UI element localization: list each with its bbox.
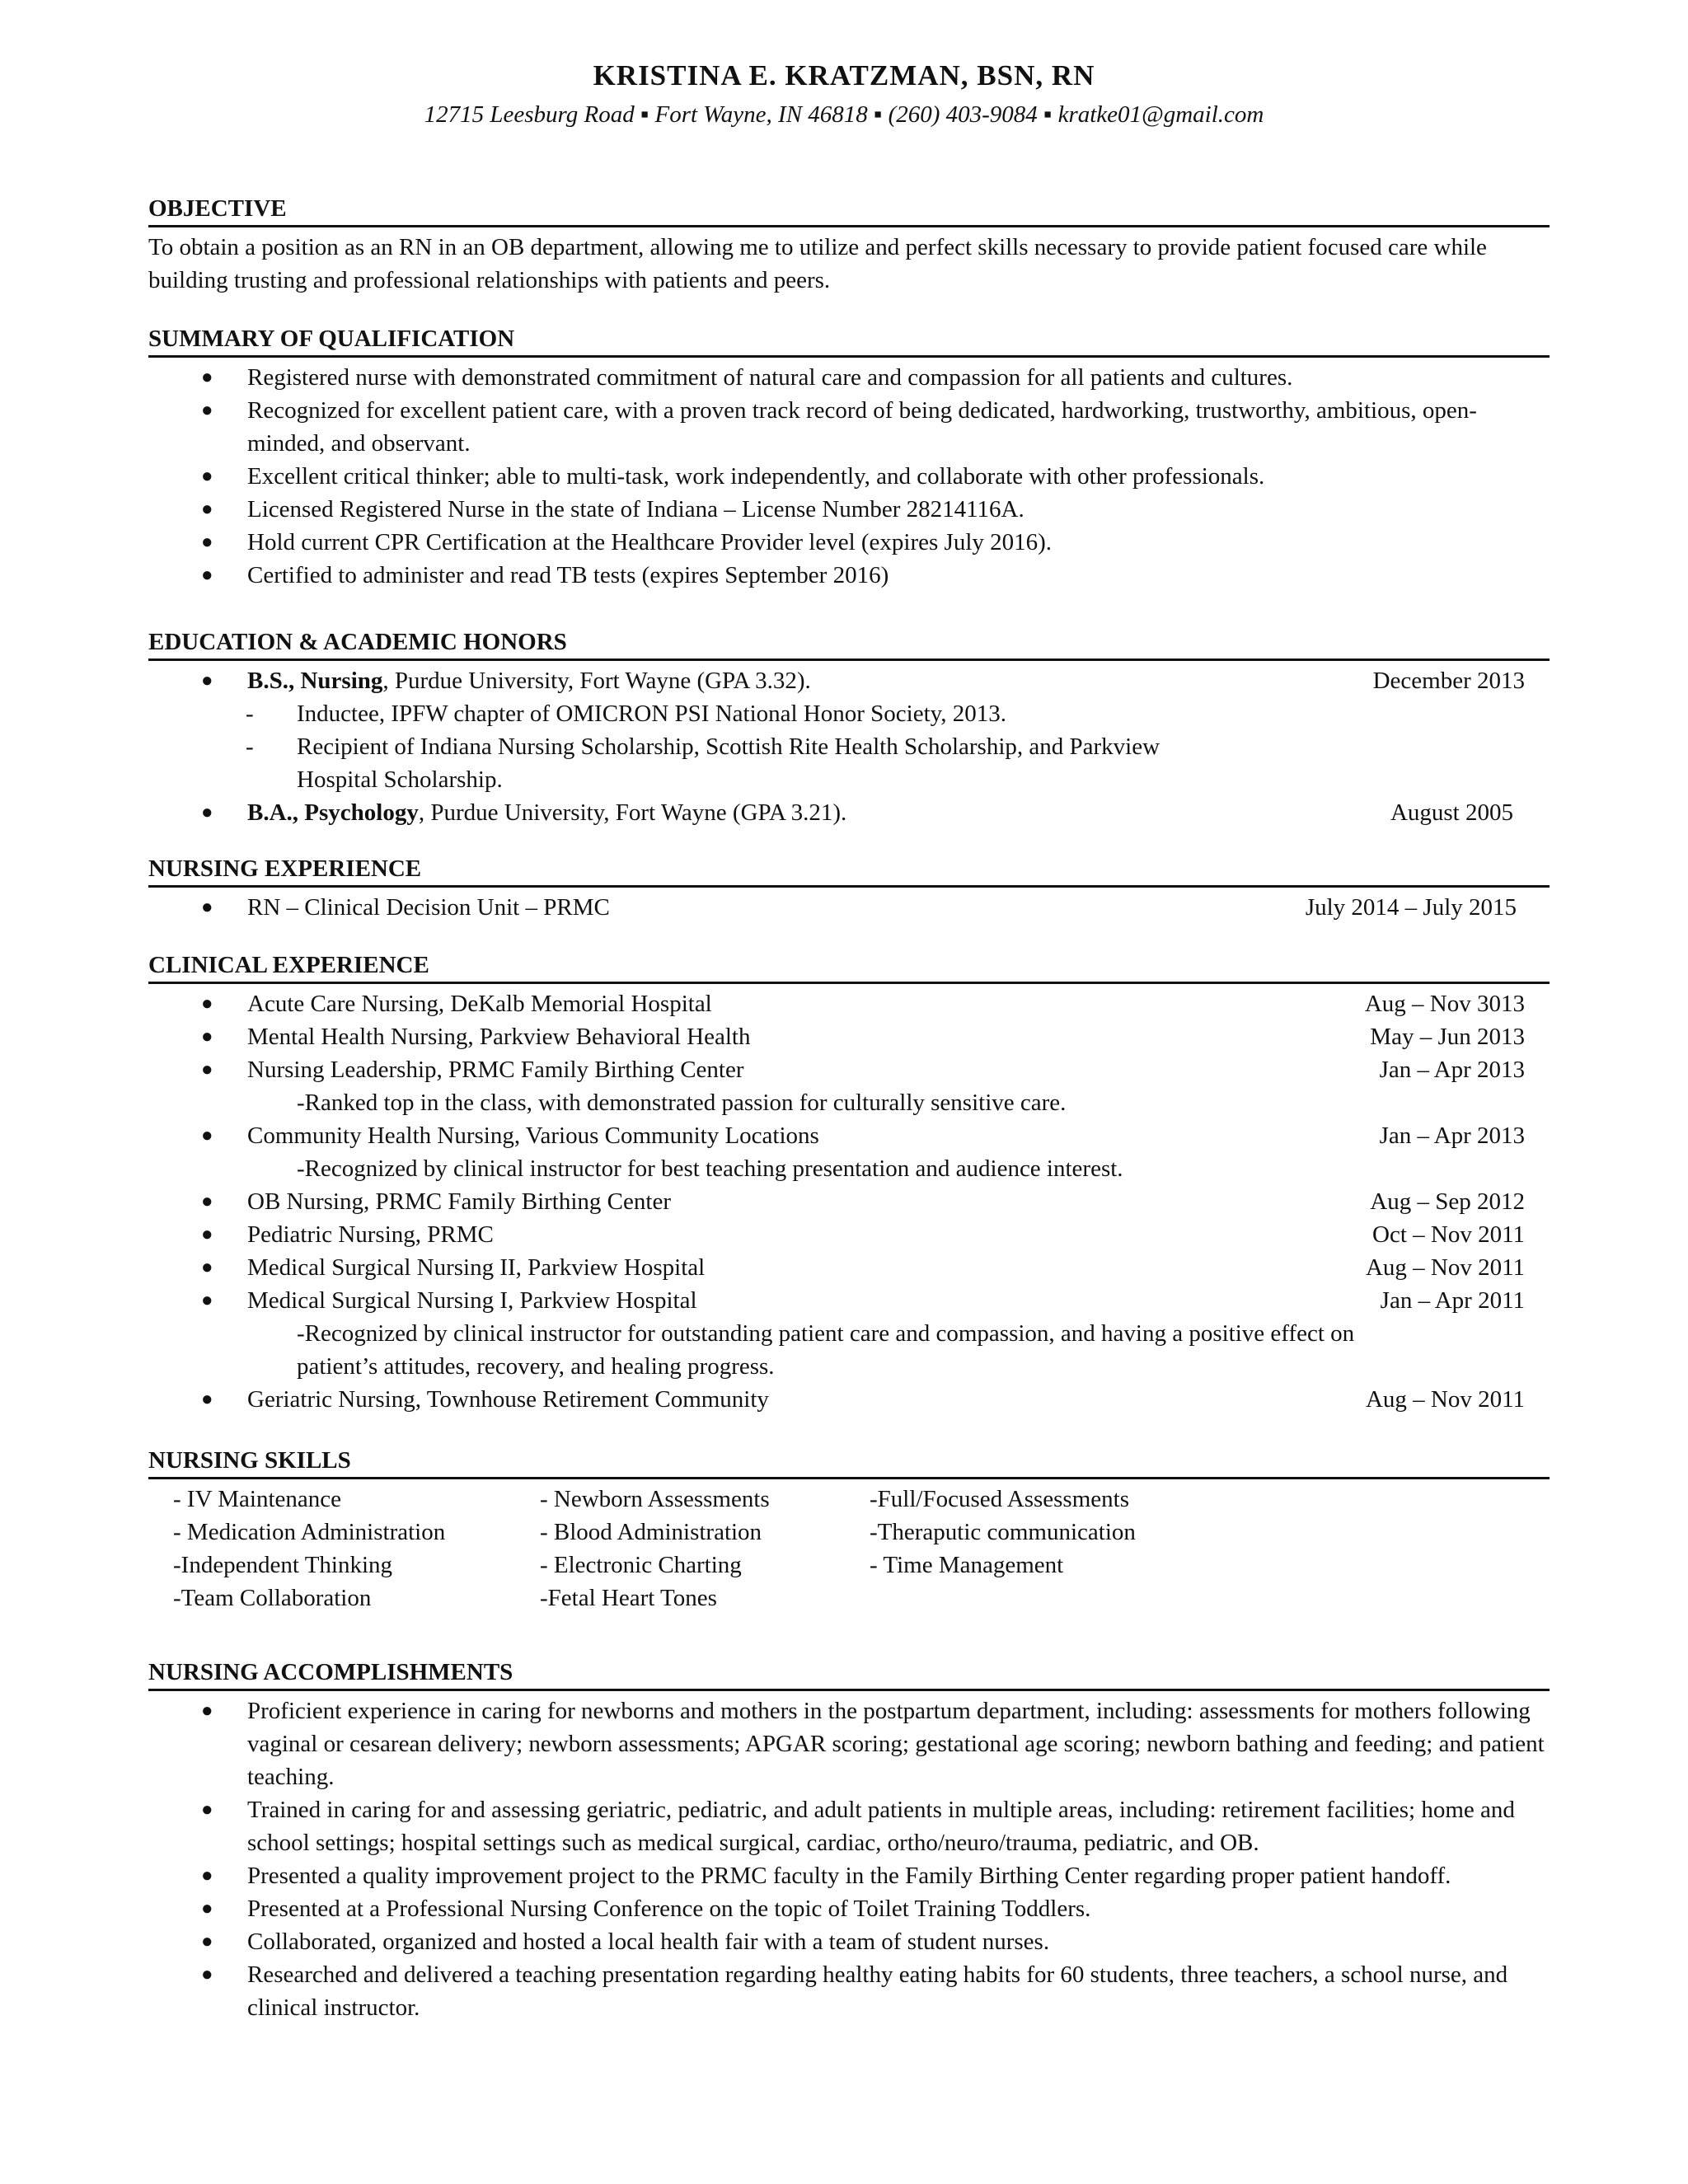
bullet-icon: ●	[201, 1026, 213, 1047]
bullet-icon: ●	[201, 993, 213, 1015]
bullet-icon: ●	[201, 670, 213, 691]
bullet-icon: ●	[201, 802, 213, 823]
list-item: ● Proficient experience in caring for newborns and mothers in the postpartum department, including: assessments for mothers following vaginal or cesarean delivery; newborn assessments; APGAR scoring; gestational age scoring; newborn bathing and feeding; and patient teaching.	[148, 1694, 1550, 1793]
bullet-icon: ●	[201, 1191, 213, 1212]
candidate-name: KRISTINA E. KRATZMAN, BSN, RN	[593, 59, 1095, 91]
skill-item: -Theraputic communication	[870, 1519, 1136, 1545]
clinical-row: ● Nursing Leadership, PRMC Family Birthing Center Jan – Apr 2013	[148, 1053, 1550, 1086]
clinical-date: Aug – Nov 2011	[1365, 1254, 1525, 1281]
list-item: ● Registered nurse with demonstrated commitment of natural care and compassion for all patients and cultures.	[148, 361, 1550, 394]
list-item: ● Researched and delivered a teaching presentation regarding healthy eating habits for 60 students, three teachers, a school nurse, and clinical instructor.	[148, 1958, 1550, 2024]
bullet-icon: ●	[201, 1700, 213, 1722]
degree-row: ● B.S., Nursing, Purdue University, Fort Wayne (GPA 3.32). December 2013	[148, 664, 1550, 697]
clinical-row: ● Mental Health Nursing, Parkview Behavioral Health May – Jun 2013	[148, 1020, 1550, 1053]
bullet-icon: ●	[201, 1799, 213, 1821]
list-item: ● Recognized for excellent patient care, with a proven track record of being dedicated, hardworking, trustworthy, ambitious, open-minded, and observant.	[148, 394, 1550, 460]
clinical-row: ● Geriatric Nursing, Townhouse Retirement Community Aug – Nov 2011	[148, 1383, 1550, 1416]
skills-section	[148, 1446, 1550, 1615]
honor-item: - Inductee, IPFW chapter of OMICRON PSI National Honor Society, 2013.	[246, 701, 1007, 727]
clinical-date: Aug – Sep 2012	[1370, 1188, 1525, 1215]
list-item: ● Collaborated, organized and hosted a local health fair with a team of student nurses.	[148, 1925, 1550, 1958]
clinical-note: -Recognized by clinical instructor for outstanding patient care and compassion, and having a positive effect on patient’s attitudes, recovery, and healing progress.	[297, 1320, 1355, 1380]
bullet-icon: ●	[201, 1389, 213, 1410]
summary-list	[148, 361, 1550, 592]
clinical-date: Jan – Apr 2011	[1380, 1287, 1525, 1314]
degree-date: August 2005	[1390, 799, 1513, 826]
bullet-icon: ●	[201, 1964, 213, 1985]
clinical-row: ● Medical Surgical Nursing II, Parkview Hospital Aug – Nov 2011	[148, 1251, 1550, 1284]
clinical-row: ● Medical Surgical Nursing I, Parkview Hospital Jan – Apr 2011	[148, 1284, 1550, 1317]
clinical-date: May – Jun 2013	[1370, 1024, 1525, 1050]
summary-section	[148, 325, 1550, 592]
bullet-icon: ●	[201, 1059, 213, 1080]
skill-item: - IV Maintenance	[173, 1486, 341, 1512]
clinical-note: -Ranked top in the class, with demonstrated passion for culturally sensitive care.	[297, 1090, 1067, 1116]
bullet-icon: ●	[201, 1290, 213, 1311]
clinical-date: Aug – Nov 2011	[1365, 1386, 1525, 1413]
skill-item: - Newborn Assessments	[540, 1486, 770, 1512]
skill-item: - Electronic Charting	[540, 1552, 742, 1578]
bullet-icon: ●	[201, 499, 213, 520]
bullet-icon: ●	[201, 466, 213, 487]
skill-item: -Full/Focused Assessments	[870, 1486, 1129, 1512]
clinical-note: -Recognized by clinical instructor for best teaching presentation and audience interest.	[297, 1155, 1123, 1182]
skill-item: - Medication Administration	[173, 1519, 446, 1545]
skill-item: - Blood Administration	[540, 1519, 762, 1545]
clinical-row: ● Pediatric Nursing, PRMC Oct – Nov 2011	[148, 1218, 1550, 1251]
section-heading-skills: NURSING SKILLS	[148, 1446, 1550, 1479]
list-item: ● Excellent critical thinker; able to multi-task, work independently, and collaborate with other professionals.	[148, 460, 1550, 493]
bullet-icon: ●	[201, 897, 213, 918]
degree-date: December 2013	[1372, 668, 1525, 694]
skill-item: -Fetal Heart Tones	[540, 1585, 717, 1611]
honor-item: - Recipient of Indiana Nursing Scholarship, Scottish Rite Health Scholarship, and Parkview Hospital Scholarship.	[246, 733, 1160, 793]
list-item: ● Presented at a Professional Nursing Conference on the topic of Toilet Training Toddlers.	[148, 1892, 1550, 1925]
skills-grid	[148, 1483, 1550, 1615]
clinical-row: ● OB Nursing, PRMC Family Birthing Center Aug – Sep 2012	[148, 1185, 1550, 1218]
clinical-row: ● Acute Care Nursing, DeKalb Memorial Hospital Aug – Nov 3013	[148, 987, 1550, 1020]
objective-text: To obtain a position as an RN in an OB department, allowing me to utilize and perfect skills necessary to provide patient focused care while building trusting and professional relationships with patients and peers.	[148, 234, 1487, 293]
clinical-date: Jan – Apr 2013	[1379, 1057, 1525, 1083]
list-item: ● Trained in caring for and assessing geriatric, pediatric, and adult patients in multiple areas, including: retirement facilities; home and school settings; hospital settings such as medical surgical, cardiac, ortho/neuro/trauma, pediatric, and OB.	[148, 1793, 1550, 1859]
clinical-date: Jan – Apr 2013	[1379, 1122, 1525, 1149]
bullet-icon: ●	[201, 1125, 213, 1146]
bullet-icon: ●	[201, 367, 213, 388]
degree-row: ● B.A., Psychology, Purdue University, Fort Wayne (GPA 3.21). August 2005	[148, 796, 1550, 829]
clinical-section	[148, 951, 1550, 1416]
section-heading-education: EDUCATION & ACADEMIC HONORS	[148, 628, 1550, 661]
bullet-icon: ●	[201, 565, 213, 586]
list-item: ● Hold current CPR Certification at the Healthcare Provider level (expires July 2016).	[148, 526, 1550, 559]
section-heading-objective: OBJECTIVE	[148, 194, 1550, 227]
skill-item: -Team Collaboration	[173, 1585, 372, 1611]
education-section	[148, 628, 1550, 829]
list-item: ● Certified to administer and read TB tests (expires September 2016)	[148, 559, 1550, 592]
section-heading-nursing-experience: NURSING EXPERIENCE	[148, 855, 1550, 888]
experience-date: July 2014 – July 2015	[1305, 894, 1517, 921]
section-heading-clinical: CLINICAL EXPERIENCE	[148, 951, 1550, 984]
clinical-date: Oct – Nov 2011	[1372, 1221, 1525, 1248]
accomplishments-list	[148, 1694, 1550, 2024]
bullet-icon: ●	[201, 1931, 213, 1952]
bullet-icon: ●	[201, 532, 213, 553]
list-item: ● Presented a quality improvement project to the PRMC faculty in the Family Birthing Center regarding proper patient handoff.	[148, 1859, 1550, 1892]
clinical-row: ● Community Health Nursing, Various Community Locations Jan – Apr 2013	[148, 1119, 1550, 1152]
skill-item	[870, 1582, 1265, 1615]
bullet-icon: ●	[201, 1865, 213, 1886]
objective-section	[148, 194, 1550, 297]
clinical-date: Aug – Nov 3013	[1364, 991, 1525, 1017]
section-heading-summary: SUMMARY OF QUALIFICATION	[148, 325, 1550, 358]
experience-row: ● RN – Clinical Decision Unit – PRMC July 2014 – July 2015	[148, 891, 1550, 924]
bullet-icon: ●	[201, 1898, 213, 1919]
skill-item: - Time Management	[870, 1552, 1064, 1578]
accomplishments-section	[148, 1658, 1550, 2024]
nursing-experience-section	[148, 855, 1550, 924]
bullet-icon: ●	[201, 400, 213, 421]
contact-line: 12715 Leesburg Road ▪ Fort Wayne, IN 46818 ▪ (260) 403-9084 ▪ kratke01@gmail.com	[424, 101, 1264, 128]
skill-item: -Independent Thinking	[173, 1552, 393, 1578]
bullet-icon: ●	[201, 1257, 213, 1278]
list-item: ● Licensed Registered Nurse in the state of Indiana – License Number 28214116A.	[148, 493, 1550, 526]
bullet-icon: ●	[201, 1224, 213, 1245]
section-heading-accomplishments: NURSING ACCOMPLISHMENTS	[148, 1658, 1550, 1691]
